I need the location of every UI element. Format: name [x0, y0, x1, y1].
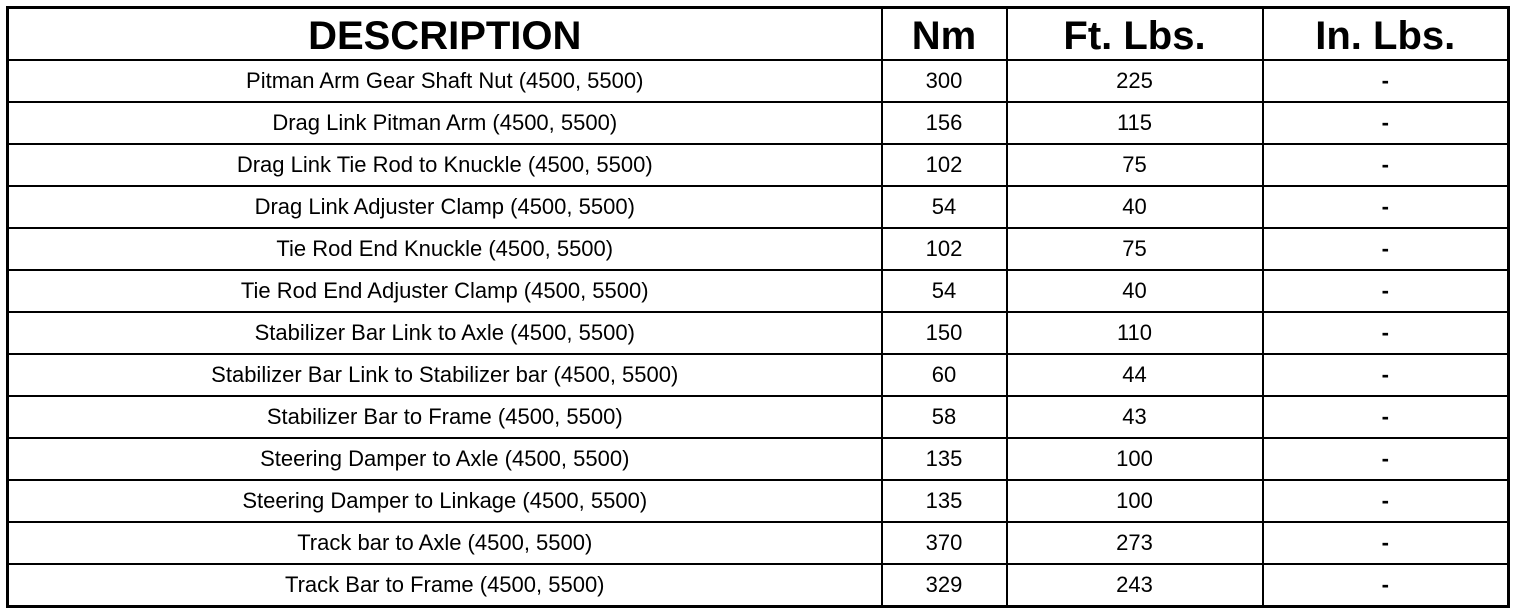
table-row [8, 144, 1509, 186]
cell-ft-lbs: 40 [1007, 270, 1263, 312]
cell-description: Tie Rod End Adjuster Clamp (4500, 5500) [8, 270, 882, 312]
table-row [8, 522, 1509, 564]
table-row [8, 312, 1509, 354]
header-ft-lbs: Ft. Lbs. [1007, 8, 1263, 61]
table-row [8, 564, 1509, 607]
cell-ft-lbs: 273 [1007, 522, 1263, 564]
cell-in-lbs: - [1263, 522, 1509, 564]
header-nm: Nm [882, 8, 1007, 61]
cell-description: Steering Damper to Axle (4500, 5500) [8, 438, 882, 480]
cell-in-lbs: - [1263, 396, 1509, 438]
cell-nm: 156 [882, 102, 1007, 144]
cell-ft-lbs: 115 [1007, 102, 1263, 144]
table-row [8, 270, 1509, 312]
cell-ft-lbs: 40 [1007, 186, 1263, 228]
cell-in-lbs: - [1263, 564, 1509, 607]
table-row [8, 480, 1509, 522]
cell-nm: 102 [882, 228, 1007, 270]
cell-in-lbs: - [1263, 480, 1509, 522]
cell-ft-lbs: 100 [1007, 438, 1263, 480]
cell-in-lbs: - [1263, 144, 1509, 186]
cell-description: Pitman Arm Gear Shaft Nut (4500, 5500) [8, 60, 882, 102]
cell-ft-lbs: 225 [1007, 60, 1263, 102]
cell-nm: 102 [882, 144, 1007, 186]
cell-ft-lbs: 243 [1007, 564, 1263, 607]
table-row [8, 186, 1509, 228]
table-body [8, 60, 1509, 607]
cell-description: Drag Link Adjuster Clamp (4500, 5500) [8, 186, 882, 228]
cell-ft-lbs: 110 [1007, 312, 1263, 354]
cell-nm: 58 [882, 396, 1007, 438]
table-row [8, 60, 1509, 102]
cell-nm: 54 [882, 186, 1007, 228]
cell-nm: 54 [882, 270, 1007, 312]
cell-nm: 329 [882, 564, 1007, 607]
torque-spec-table [6, 6, 1510, 608]
cell-description: Stabilizer Bar Link to Stabilizer bar (4500, 5500) [8, 354, 882, 396]
table-header [8, 8, 1509, 61]
table-row [8, 354, 1509, 396]
cell-description: Drag Link Tie Rod to Knuckle (4500, 5500) [8, 144, 882, 186]
table-row [8, 396, 1509, 438]
cell-ft-lbs: 75 [1007, 144, 1263, 186]
cell-in-lbs: - [1263, 186, 1509, 228]
cell-in-lbs: - [1263, 60, 1509, 102]
cell-ft-lbs: 75 [1007, 228, 1263, 270]
cell-in-lbs: - [1263, 102, 1509, 144]
cell-in-lbs: - [1263, 312, 1509, 354]
cell-in-lbs: - [1263, 354, 1509, 396]
cell-nm: 60 [882, 354, 1007, 396]
cell-ft-lbs: 43 [1007, 396, 1263, 438]
cell-description: Tie Rod End Knuckle (4500, 5500) [8, 228, 882, 270]
header-description: DESCRIPTION [8, 8, 882, 61]
cell-description: Track Bar to Frame (4500, 5500) [8, 564, 882, 607]
cell-description: Drag Link Pitman Arm (4500, 5500) [8, 102, 882, 144]
cell-nm: 135 [882, 438, 1007, 480]
cell-description: Steering Damper to Linkage (4500, 5500) [8, 480, 882, 522]
table-row [8, 438, 1509, 480]
cell-nm: 370 [882, 522, 1007, 564]
header-in-lbs: In. Lbs. [1263, 8, 1509, 61]
cell-nm: 150 [882, 312, 1007, 354]
cell-in-lbs: - [1263, 228, 1509, 270]
cell-in-lbs: - [1263, 270, 1509, 312]
cell-ft-lbs: 44 [1007, 354, 1263, 396]
cell-description: Track bar to Axle (4500, 5500) [8, 522, 882, 564]
cell-description: Stabilizer Bar Link to Axle (4500, 5500) [8, 312, 882, 354]
table-row [8, 102, 1509, 144]
cell-nm: 300 [882, 60, 1007, 102]
cell-ft-lbs: 100 [1007, 480, 1263, 522]
table-row [8, 228, 1509, 270]
cell-description: Stabilizer Bar to Frame (4500, 5500) [8, 396, 882, 438]
cell-nm: 135 [882, 480, 1007, 522]
cell-in-lbs: - [1263, 438, 1509, 480]
header-row [8, 8, 1509, 61]
